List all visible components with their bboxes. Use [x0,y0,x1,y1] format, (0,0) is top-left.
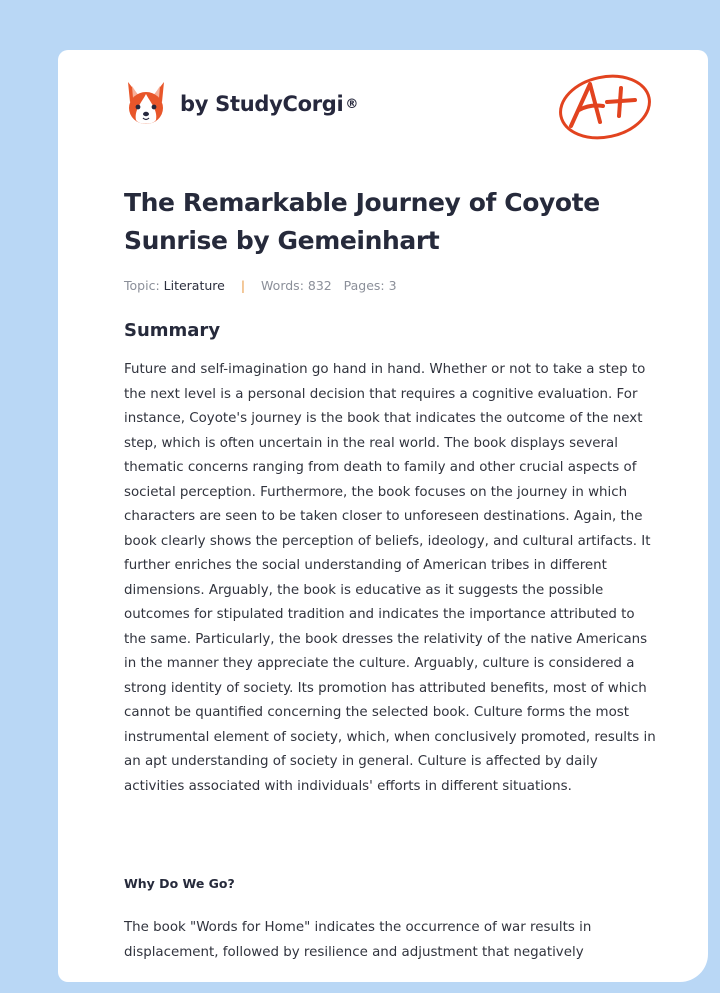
topic-label: Topic: [124,278,160,293]
registered-mark: ® [345,96,359,112]
document-page [58,50,708,982]
word-count: Words: 832 [261,278,332,293]
section-paragraph: The book "Words for Home" indicates the occurrence of war results in displacement, followed by resilience and adjustment that negatively [124,920,592,960]
document-title: The Remarkable Journey of Coyote Sunrise by Gemeinhart [124,188,600,255]
summary-paragraph: Future and self-imagination go hand in hand. Whether or not to take a step to the next level is a personal decision that requires a cognitive evaluation. For instance, Coyote's journey is the book that indicates the outcome of the next step, which is often uncertain in the real world. The book displays several thematic concerns ranging from death to family and other crucial aspects of societal perception. Furthermore, the book focuses on the journey in which characters are seen to be taken closer to unforeseen destinations. Again, the book clearly shows the perception of beliefs, ideology, and cultural artifacts. It further enriches the social understanding of American tribes in different dimensions. Arguably, the book is educative as it suggests the possible outcomes for stipulated tradition and indicates the importance attributed to the same. Particularly, the book dresses the relativity of the native Americans in the manner they appreciate the culture. Arguably, culture is considered a strong identity of society. Its promotion has attributed benefits, most of which cannot be quantified concerning the selected book. Culture forms the most instrumental element of society, which, when conclusively promoted, results in an apt understanding of society in general. Culture is affected by daily activities associated with individuals' efforts in different situations. [124,362,656,794]
grade-a-plus-icon [553,70,655,142]
page-count: Pages: 3 [343,278,397,293]
document-meta [124,278,397,293]
meta-separator: | [240,278,246,293]
summary-heading: Summary [124,320,221,341]
brand-logo[interactable] [124,77,358,131]
brand-name: by StudyCorgi [180,92,344,116]
corgi-icon [124,80,168,128]
section-heading: Why Do We Go? [124,876,235,891]
topic-link[interactable]: Literature [163,278,225,293]
